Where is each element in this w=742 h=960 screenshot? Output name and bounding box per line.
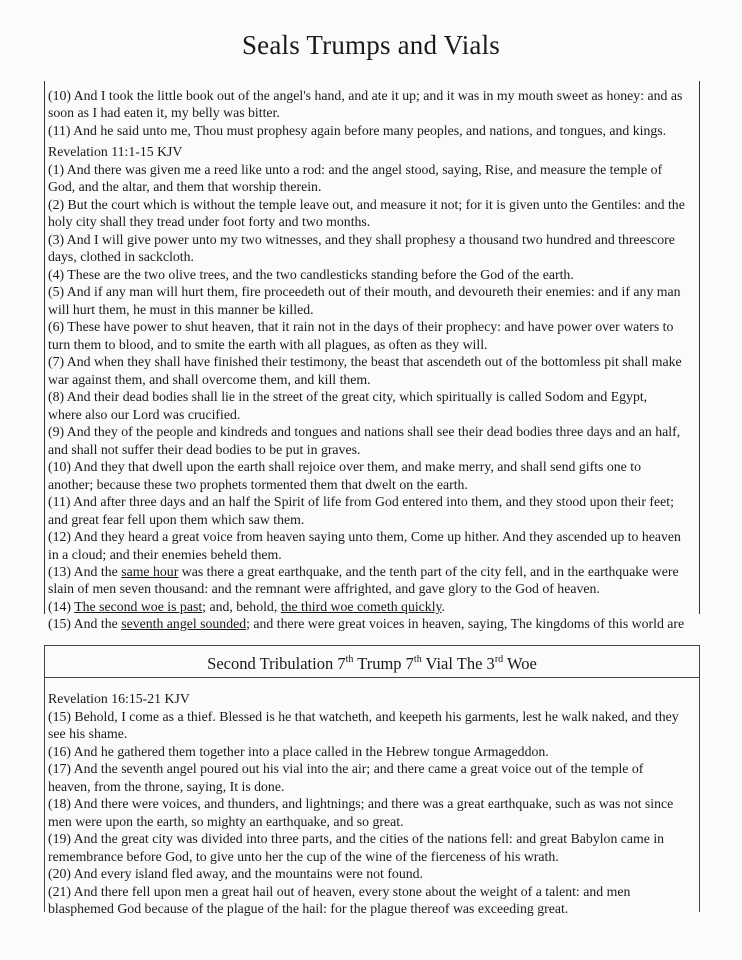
underlined-phrase: seventh angel sounded <box>121 616 247 631</box>
verse-15-line: (15) And the seventh angel sounded; and there were great voices in heaven, saying, The kingdoms of this world are <box>48 616 685 631</box>
text-line: (3) And I will give power unto my two witnesses, and they shall prophesy a thousand two hundred and threescore <box>48 232 675 247</box>
text-line: slain of men seven thousand: and the remnant were affrighted, and gave glory to the God of heaven. <box>48 581 600 596</box>
text-line: another; because these two prophets tormented them that dwelt on the earth. <box>48 477 468 492</box>
text-line: war against them, and shall overcome them, and kill them. <box>48 372 371 387</box>
text-line: soon as I had eaten it, my belly was bitter. <box>48 105 280 120</box>
text-line: holy city shall they tread under foot forty and two months. <box>48 214 371 229</box>
text-line: God, and the altar, and them that worship therein. <box>48 179 322 194</box>
text-line: (18) And there were voices, and thunders, and lightnings; and there was a great earthquake, such as was not since <box>48 796 674 811</box>
text-line: (10) And I took the little book out of the angel's hand, and ate it up; and it was in my mouth sweet as honey: and as <box>48 88 683 103</box>
text-line: (20) And every island fled away, and the mountains were not found. <box>48 866 423 881</box>
text-line: (8) And their dead bodies shall lie in the street of the great city, which spiritually is called Sodom and Egypt, <box>48 389 648 404</box>
verse-13-line: (13) And the same hour was there a great earthquake, and the tenth part of the city fell, and in the earthquake were <box>48 564 679 579</box>
text-line: (11) And he said unto me, Thou must prophesy again before many peoples, and nations, and tongues, and kings. <box>48 123 667 138</box>
text-line: men were upon the earth, so mighty an earthquake, and so great. <box>48 814 404 829</box>
text-line: (16) And he gathered them together into a place called in the Hebrew tongue Armageddon. <box>48 744 549 759</box>
underlined-phrase: the third woe cometh quickly <box>280 599 442 614</box>
text-line: (15) Behold, I come as a thief. Blessed is he that watcheth, and keepeth his garments, lest he walk naked, and they <box>48 709 679 724</box>
text-line: (1) And there was given me a reed like unto a rod: and the angel stood, saying, Rise, and measure the temple of <box>48 162 663 177</box>
text-line: in a cloud; and their enemies beheld them. <box>48 547 282 562</box>
text-line: blasphemed God because of the plague of the hail: for the plague thereof was exceeding great. <box>48 901 569 916</box>
text-line: days, clothed in sackcloth. <box>48 249 194 264</box>
text-line: where also our Lord was crucified. <box>48 407 241 422</box>
passage-reference: Revelation 16:15-21 KJV <box>48 691 190 706</box>
underlined-phrase: same hour <box>121 564 179 579</box>
text-line: (2) But the court which is without the temple leave out, and measure it not; for it is given unto the Gentiles: and the <box>48 197 685 212</box>
passage-reference: Revelation 11:1-15 KJV <box>48 144 183 159</box>
text-line: (6) These have power to shut heaven, that it rain not in the days of their prophecy: and have power over waters to <box>48 319 674 334</box>
section-heading: Second Tribulation 7th Trump 7th Vial The 3rd Woe <box>207 654 537 673</box>
text-line: (12) And they heard a great voice from heaven saying unto them, Come up hither. And they ascended up to heaven <box>48 529 681 544</box>
text-line: (21) And there fell upon men a great hail out of heaven, every stone about the weight of a talent: and men <box>48 884 631 899</box>
underlined-phrase: The second woe is past <box>74 599 203 614</box>
page-title: Seals Trumps and Vials <box>241 30 501 60</box>
text-line: (19) And the great city was divided into three parts, and the cities of the nations fell: and great Babylon came in <box>48 831 665 846</box>
text-line: (11) And after three days and an half the Spirit of life from God entered into them, and they stood upon their feet; <box>48 494 674 509</box>
text-line: (5) And if any man will hurt them, fire proceedeth out of their mouth, and devoureth their enemies: and if any man <box>48 284 681 299</box>
text-line: remembrance before God, to give unto her the cup of the wine of the fierceness of his wrath. <box>48 849 559 864</box>
text-line: (9) And they of the people and kindreds and tongues and nations shall see their dead bodies three days and an half, <box>48 424 681 439</box>
text-line: (4) These are the two olive trees, and the two candlesticks standing before the God of the earth. <box>48 267 574 282</box>
text-line: (10) And they that dwell upon the earth shall rejoice over them, and make merry, and shall send gifts one to <box>48 459 641 474</box>
verse-14-line: (14) The second woe is past; and, behold, the third woe cometh quickly. <box>48 599 445 614</box>
text-line: (7) And when they shall have finished their testimony, the beast that ascendeth out of the bottomless pit shall make <box>48 354 682 369</box>
text-line: and shall not suffer their dead bodies to be put in graves. <box>48 442 361 457</box>
text-line: heaven, from the throne, saying, It is done. <box>48 779 285 794</box>
text-line: (17) And the seventh angel poured out his vial into the air; and there came a great voice out of the temple of <box>48 761 644 776</box>
text-line: will hurt them, he must in this manner be killed. <box>48 302 314 317</box>
text-line: see his shame. <box>48 726 128 741</box>
text-line: turn them to blood, and to smite the earth with all plagues, as often as they will. <box>48 337 488 352</box>
text-line: and great fear fell upon them which saw them. <box>48 512 305 527</box>
